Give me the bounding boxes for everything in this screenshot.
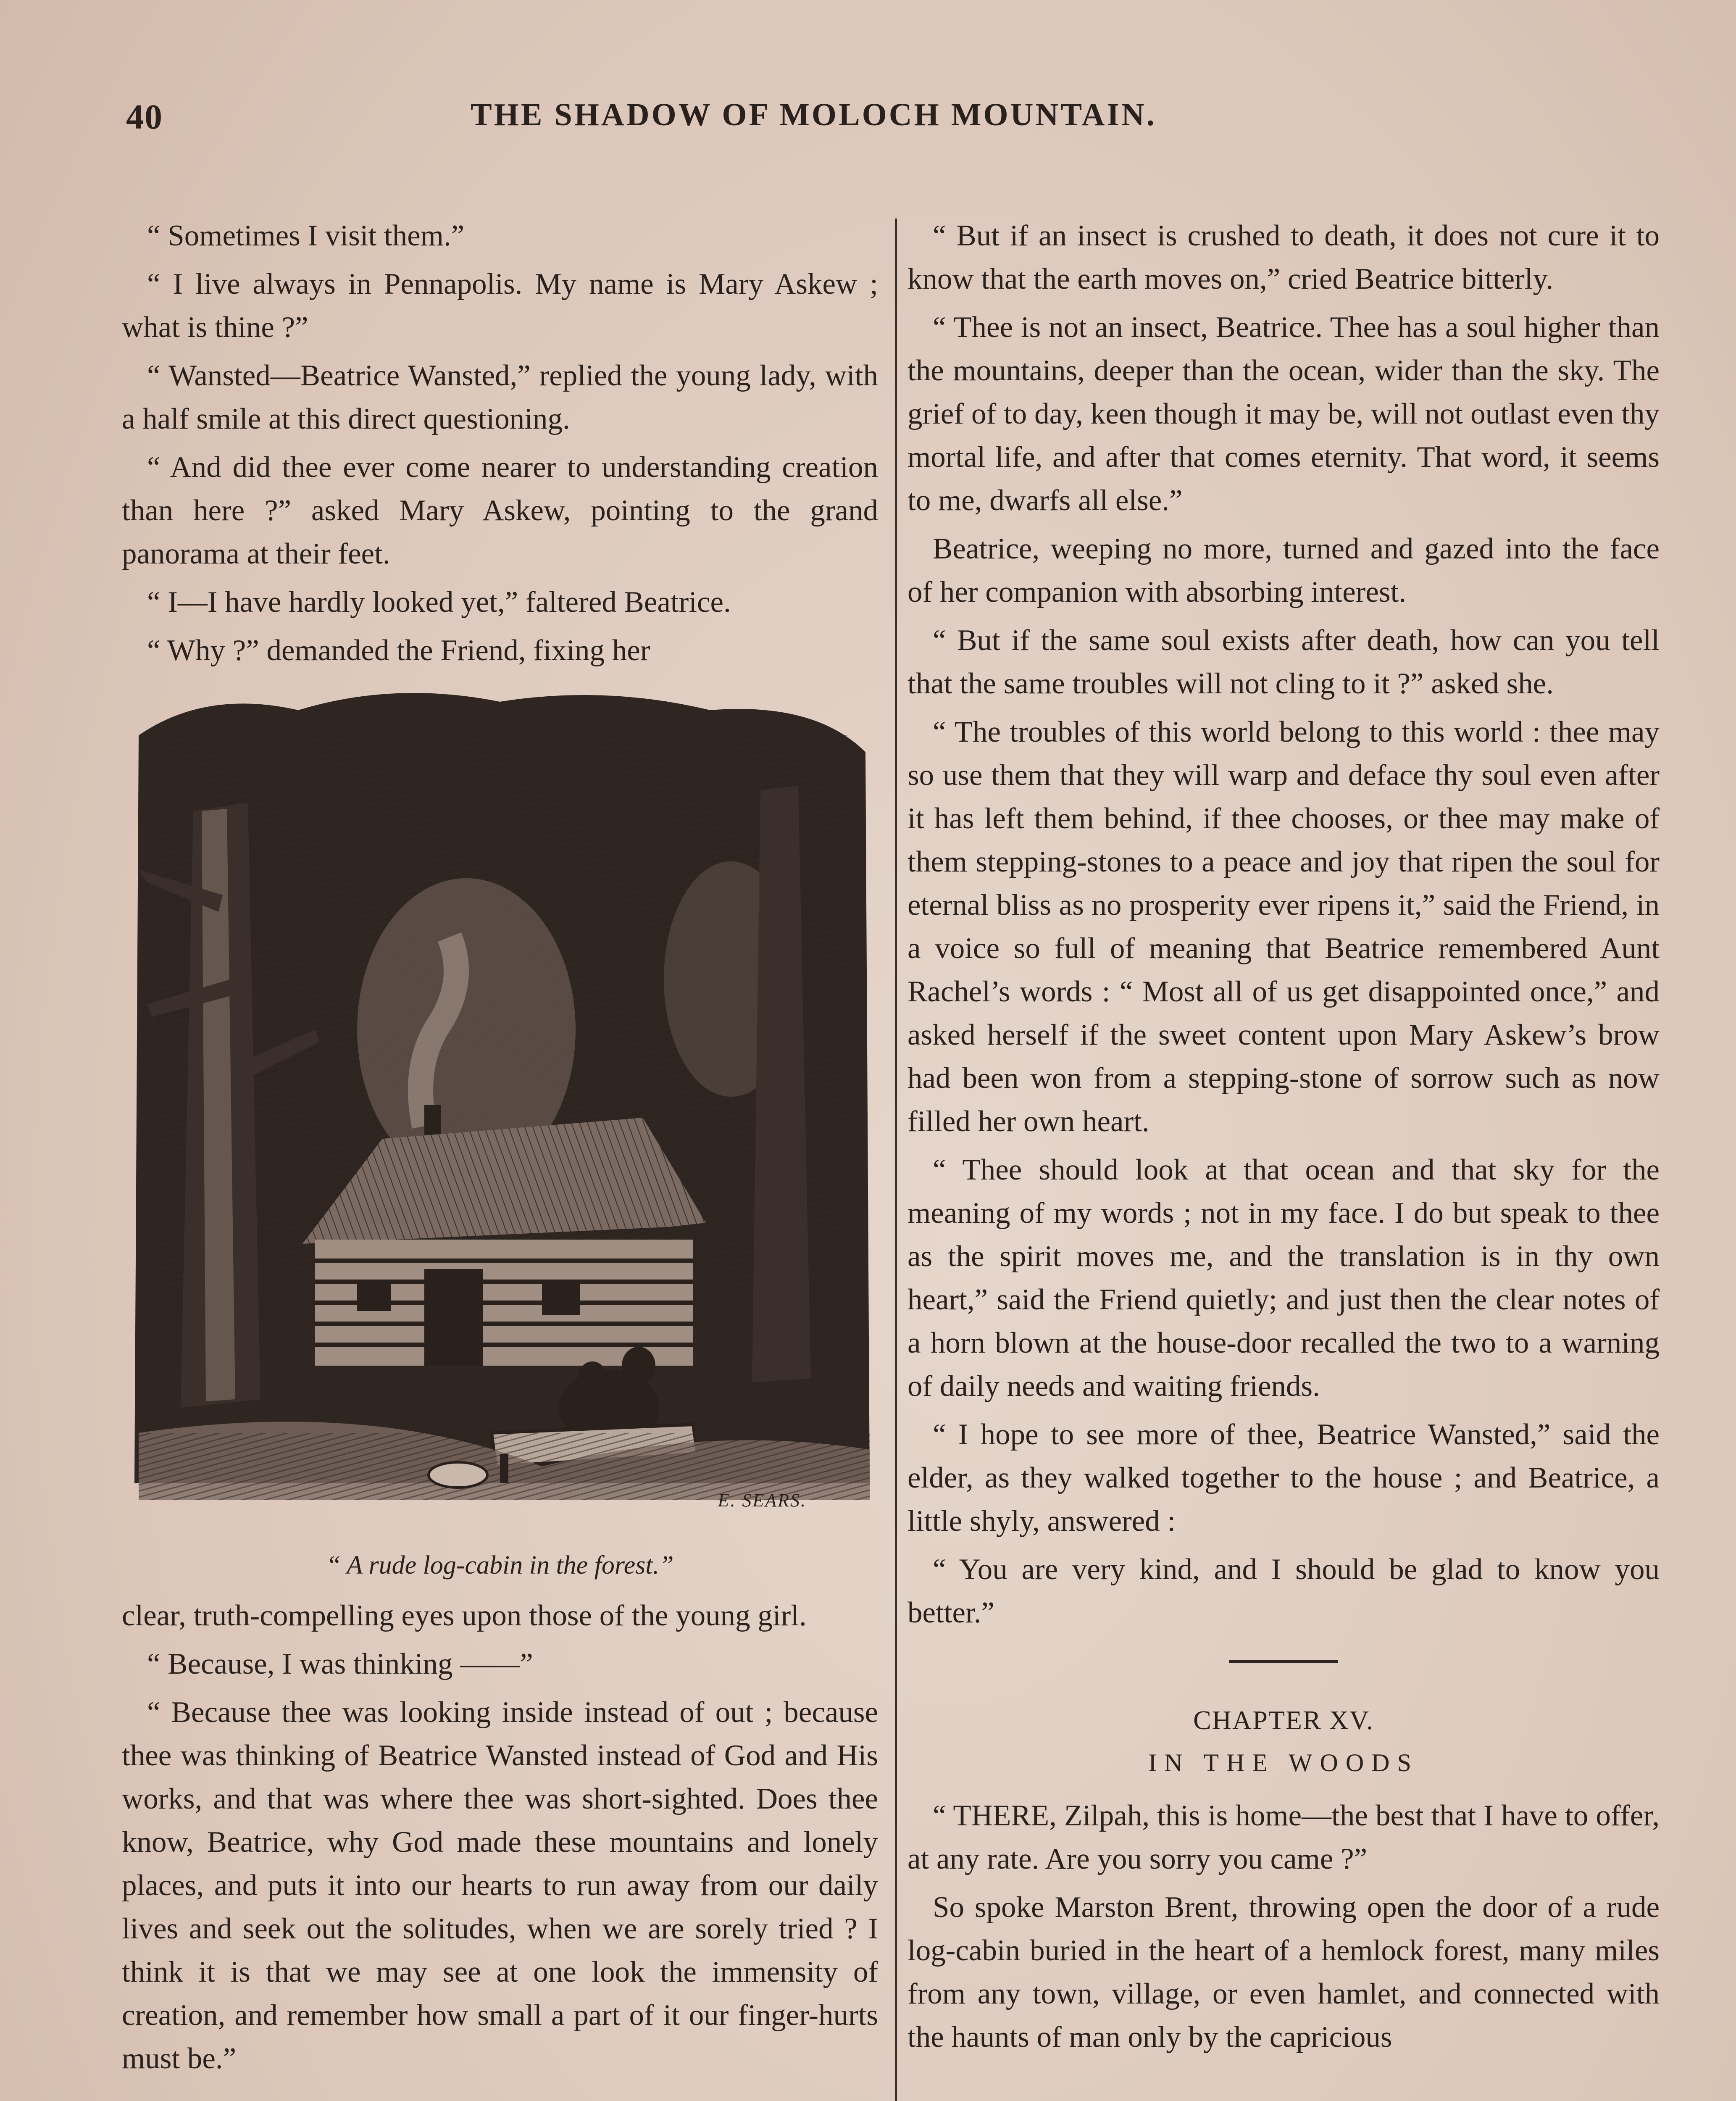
chapter-separator: [1229, 1660, 1338, 1663]
log-cabin-engraving: [122, 685, 878, 1517]
paragraph: “ But if the same soul exists after death, how can you tell that the same troubles will not cling to it ?” asked she.: [907, 624, 1660, 700]
paragraph: “ But if an insect is crushed to death, it does not cure it to know that the earth moves on,” cried Beatrice bitterly.: [907, 219, 1660, 295]
paragraph: So spoke Marston Brent, throwing open the door of a rude log-cabin buried in the heart of a hemlock forest, many miles from any town, village, or even hamlet, and connected with the haunts of man only by the capricious: [907, 1891, 1660, 2054]
chapter-subtitle: IN THE WOODS: [1148, 1749, 1419, 1777]
column-divider: [895, 219, 897, 2101]
paragraph: “ And did thee ever come nearer to understanding creation than here ?” asked Mary Askew, pointing to the grand panorama at their feet.: [122, 451, 878, 570]
paragraph: Beatrice, weeping no more, turned and gazed into the face of her companion with absorbing interest.: [907, 532, 1660, 608]
paragraph: “ Because thee was looking inside instead of out ; because thee was thinking of Beatrice Wansted instead of God and His works, and that was where thee was short-sighted. Does thee know, Beatrice, why God made these mountains and lonely places, and puts it into our hearts to run away from our daily lives and seek out the solitudes, when we are sorely tried ? I think it is that we may see at one look the immensity of creation, and remember how small a part of it our finger-hurts must be.”: [122, 1696, 878, 2075]
paragraph: “ I hope to see more of thee, Beatrice Wansted,” said the elder, as they walked together to the house ; and Beatrice, a little shyly, answered :: [907, 1418, 1660, 1538]
running-title: THE SHADOW OF MOLOCH MOUNTAIN.: [471, 97, 1157, 132]
engraver-signature: E. SEARS.: [718, 1490, 807, 1511]
page-number: 40: [126, 97, 163, 137]
paragraph: “ Thee is not an insect, Beatrice. Thee has a soul higher than the mountains, deeper than the ocean, wider than the sky. The grief of to day, keen though it may be, will not outlast even thy mortal life, and after that comes eternity. That word, it seems to me, dwarfs all else.”: [907, 311, 1660, 517]
paragraph: “ Wansted—Beatrice Wansted,” replied the young lady, with a half smile at this direct questioning.: [122, 359, 878, 435]
paragraph: “ Why ?” demanded the Friend, fixing her: [147, 634, 650, 667]
paragraph: “ Because, I was thinking ——”: [147, 1648, 533, 1680]
chapter-heading: CHAPTER XV.: [1193, 1705, 1374, 1735]
right-column: [907, 214, 1660, 2101]
paragraph: “ I—I have hardly looked yet,” faltered Beatrice.: [147, 586, 731, 619]
paragraph: “ The troubles of this world belong to this world : thee may so use them that they will warp and deface thy soul even after it has left them behind, if thee chooses, or thee may make of them stepping-stones to a peace and joy that ripen the soul for eternal bliss as no prosperity ever ripens it,” said the Friend, in a voice so full of meaning that Beatrice remembered Aunt Rachel’s words : “ Most all of us get disappointed once,” and asked herself if the sweet content upon Mary Askew’s brow had been won from a stepping-stone of sorrow such as now filled her own heart.: [907, 716, 1660, 1138]
paragraph: “ You are very kind, and I should be glad to know you better.”: [907, 1553, 1660, 1629]
paragraph: clear, truth-compelling eyes upon those of the young girl.: [122, 1599, 807, 1632]
paragraph: “ Sometimes I visit them.”: [147, 219, 465, 252]
log-cabin-illustration: [122, 685, 878, 1538]
page-header: [126, 88, 1660, 151]
paragraph: “ I live always in Pennapolis. My name is Mary Askew ; what is thine ?”: [122, 268, 878, 344]
paragraph: “ THERE, Zilpah, this is home—the best that I have to offer, at any rate. Are you sorry you came ?”: [907, 1799, 1660, 1875]
left-column: [122, 214, 878, 2101]
paragraph: “ Thee should look at that ocean and that sky for the meaning of my words ; not in my face. I do but speak to thee as the spirit moves me, and the translation is in thy own heart,” said the Friend quietly; and just then the clear notes of a horn blown at the house-door recalled the two to a warning of daily needs and waiting friends.: [907, 1153, 1660, 1403]
illustration-caption: “ A rude log-cabin in the forest.”: [326, 1551, 674, 1580]
